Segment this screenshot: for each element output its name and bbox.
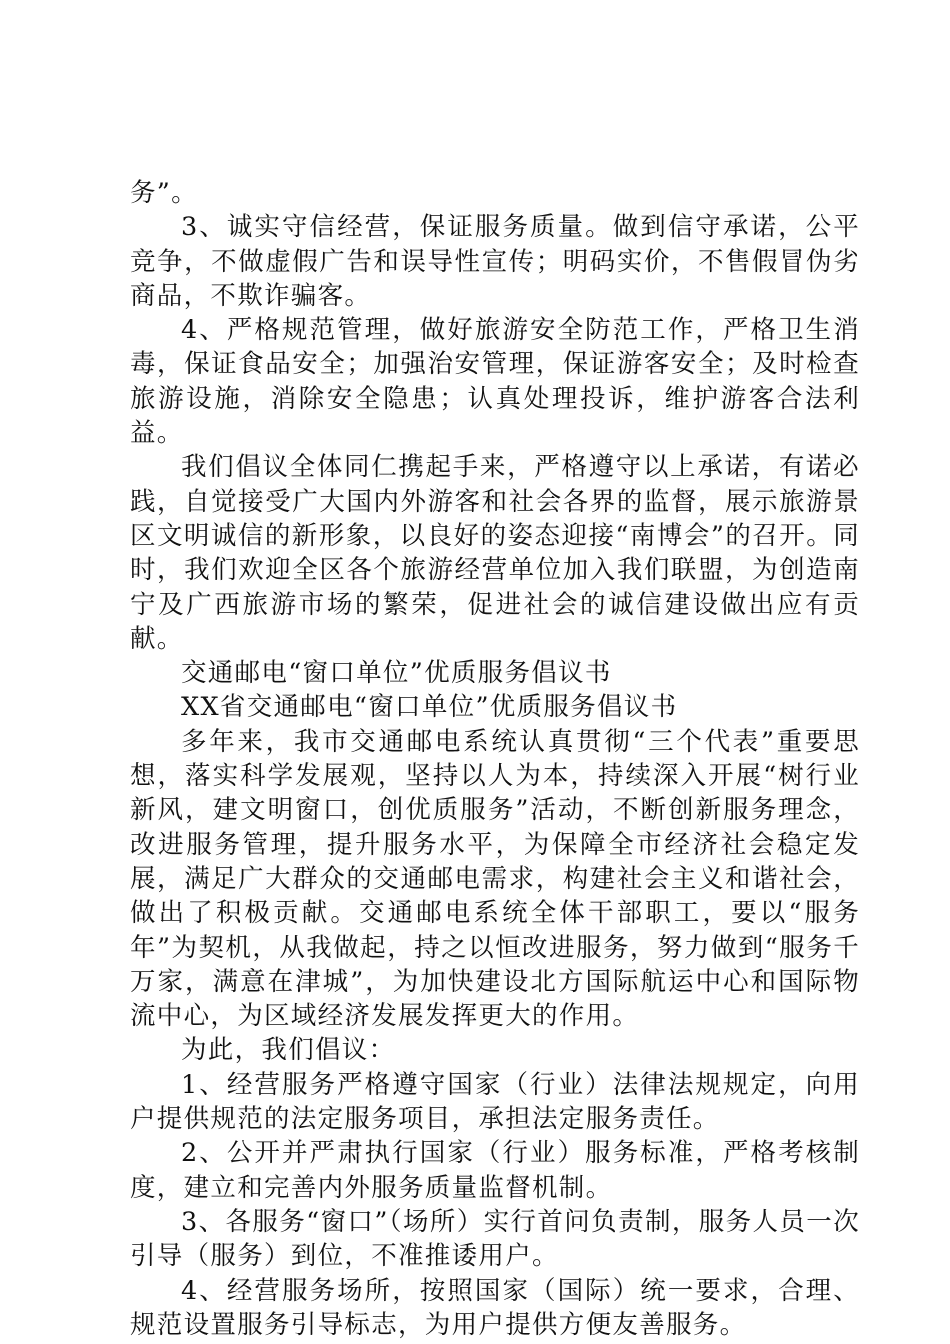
paragraph-proposal-item-4: 4、经营服务场所，按照国家（国际）统一要求，合理、规范设置服务引导标志，为用户提供方便友善服务。 [130, 1275, 860, 1340]
document-body [130, 176, 860, 1342]
paragraph-proposal-item-3: 3、各服务“窗口”（场所）实行首问负责制，服务人员一次引导（服务）到位，不准推诿用户。 [130, 1206, 860, 1272]
paragraph-heading-window-units: 交通邮电“窗口单位”优质服务倡议书 [181, 658, 612, 689]
paragraph-item-4-safety-management: 4、严格规范管理，做好旅游安全防范工作，严格卫生消毒，保证食品安全；加强治安管理，保证游客安全；及时检查旅游设施，消除安全隐患；认真处理投诉，维护游客合法利益。 [130, 315, 860, 449]
paragraph-proposal-lead: 为此，我们倡议： [181, 1035, 396, 1066]
paragraph-proposal-item-2: 2、公开并严肃执行国家（行业）服务标准，严格考核制度，建立和完善内外服务质量监督机制。 [130, 1138, 860, 1203]
paragraph-heading-province-window-units: XX省交通邮电“窗口单位”优质服务倡议书 [181, 692, 678, 723]
paragraph-tourism-appeal: 我们倡议全体同仁携起手来，严格遵守以上承诺，有诺必践，自觉接受广大国内外游客和社会各界的监督，展示旅游景区文明诚信的新形象，以良好的姿态迎接“南博会”的召开。同时，我们欢迎全区各个旅游经营单位加入我们联盟，为创造南宁及广西旅游市场的繁荣，促进社会的诚信建设做出应有贡献。 [130, 452, 860, 654]
paragraph-introduction: 多年来，我市交通邮电系统认真贯彻“三个代表”重要思想，落实科学发展观，坚持以人为本，持续深入开展“树行业新风，建文明窗口，创优质服务”活动，不断创新服务理念，改进服务管理，提升服务水平，为保障全市经济社会稳定发展，满足广大群众的交通邮电需求，构建社会主义和谐社会，做出了积极贡献。交通邮电系统全体干部职工，要以“服务年”为契机，从我做起，持之以恒改进服务，努力做到“服务千万家，满意在津城”，为加快建设北方国际航运中心和国际物流中心，为区域经济发展发挥更大的作用。 [130, 726, 860, 1032]
paragraph-continuation: 务”。 [130, 178, 198, 208]
paragraph-proposal-item-1: 1、经营服务严格遵守国家（行业）法律法规规定，向用户提供规范的法定服务项目，承担法定服务责任。 [130, 1069, 860, 1135]
paragraph-item-3-honest-business: 3、诚实守信经营，保证服务质量。做到信守承诺，公平竞争，不做虚假广告和误导性宣传；明码实价，不售假冒伪劣商品，不欺诈骗客。 [130, 212, 860, 311]
